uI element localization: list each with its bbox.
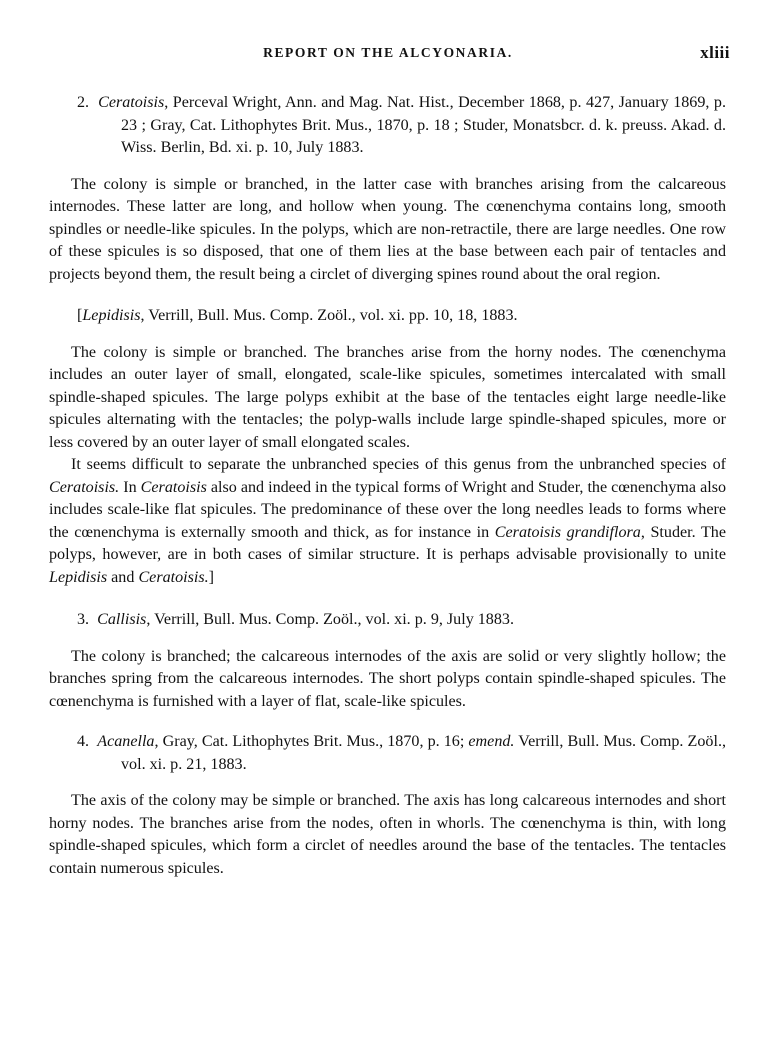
page-number: xliii <box>700 43 730 62</box>
entry-number: 3. <box>77 611 90 628</box>
citation: , Verrill, Bull. Mus. Comp. Zoöl., vol. xi. pp. 10, 18, 1883. <box>140 307 518 324</box>
entry-number: 4. <box>77 733 90 750</box>
citation: Verrill, Bull. Mus. Comp. Zoöl., vol. xi. p. 21, 1883. <box>121 733 726 773</box>
citation: , Verrill, Bull. Mus. Comp. Zoöl., vol. xi. p. 9, July 1883. <box>146 611 514 628</box>
citation: , Gray, Cat. Lithophytes Brit. Mus., 1870, p. 16; <box>154 733 469 750</box>
genus-name: Lepidisis <box>82 307 141 324</box>
genus-name: Acanella <box>97 733 155 750</box>
genus-name: Ceratoisis <box>98 94 165 111</box>
genus-entry-callisis <box>49 609 726 632</box>
entry-number: 2. <box>77 94 90 111</box>
remark-lepidisis: It seems difficult to separate the unbranched species of this genus from the unbranched species of Ceratoisis. In Ceratoisis also and indeed in the typical forms of Wright and Studer, the cœnenchyma also includes scale-like flat spicules. The predominance of these over the long needles leads to forms where the cœnenchyma is externally smooth and thick, as for instance in Ceratoisis grandiflora, Studer. The polyps, however, are in both cases of similar structure. It is perhaps advisable provisionally to unite Lepidisis and Ceratoisis.] <box>49 456 726 586</box>
genus-entry-ceratoisis <box>49 92 726 160</box>
description-lepidisis: The colony is simple or branched. The branches arise from the horny nodes. The cœnenchyma includes an outer layer of small, elongated, scale-like spicules, sometimes intercalated with small spindle-shaped spicules. The large polyps exhibit at the base of the tentacles eight large needle-like spicules alternating with the tentacles; the polyp-walls include large spindle-shaped spicules, more or less covered by an outer layer of small elongated scales. <box>49 343 726 451</box>
open-bracket: [ <box>77 307 83 324</box>
description-ceratoisis: The colony is simple or branched, in the latter case with branches arising from the calcareous internodes. These latter are long, and hollow when young. The cœnenchyma contains long, smooth spindles or needle-like spicules. In the polyps, which are non-retractile, there are large needles. One row of these spicules is so disposed, that one of them lies at the base between each pair of tentacles and projects beyond them, the result being a circlet of diverging spines round about the oral region. <box>49 175 726 283</box>
genus-entry-lepidisis <box>49 305 726 328</box>
description-callisis: The colony is branched; the calcareous internodes of the axis are solid or very slightly hollow; the branches spring from the calcareous internodes. The short polyps contain spindle-shaped spicules. The cœnenchyma is furnished with a layer of flat, scale-like spicules. <box>49 647 726 710</box>
description-acanella: The axis of the colony may be simple or branched. The axis has long calcareous internodes and short horny nodes. The branches arise from the nodes, often in whorls. The cœnenchyma is thin, with long spindle-shaped spicules, which form a circlet of needles around the base of the tentacles. The tentacles contain numerous spicules. <box>49 792 726 877</box>
genus-entry-acanella <box>49 731 726 776</box>
emend-note: emend. <box>468 733 515 750</box>
running-head <box>0 41 776 65</box>
close-bracket: ] <box>208 568 214 586</box>
citation: , Perceval Wright, Ann. and Mag. Nat. Hist., December 1868, p. 427, January 1869, p. 23 ; Gray, Cat. Lithophytes Brit. Mus., 1870, p. 18 ; Studer, Monatsbcr. d. k. preuss. Akad. d. Wiss. Berlin, Bd. xi. p. 10, July 1883. <box>121 94 726 156</box>
running-head-title: REPORT ON THE ALCYONARIA. <box>263 45 513 60</box>
genus-name: Callisis <box>97 611 147 628</box>
body-text <box>49 92 726 880</box>
